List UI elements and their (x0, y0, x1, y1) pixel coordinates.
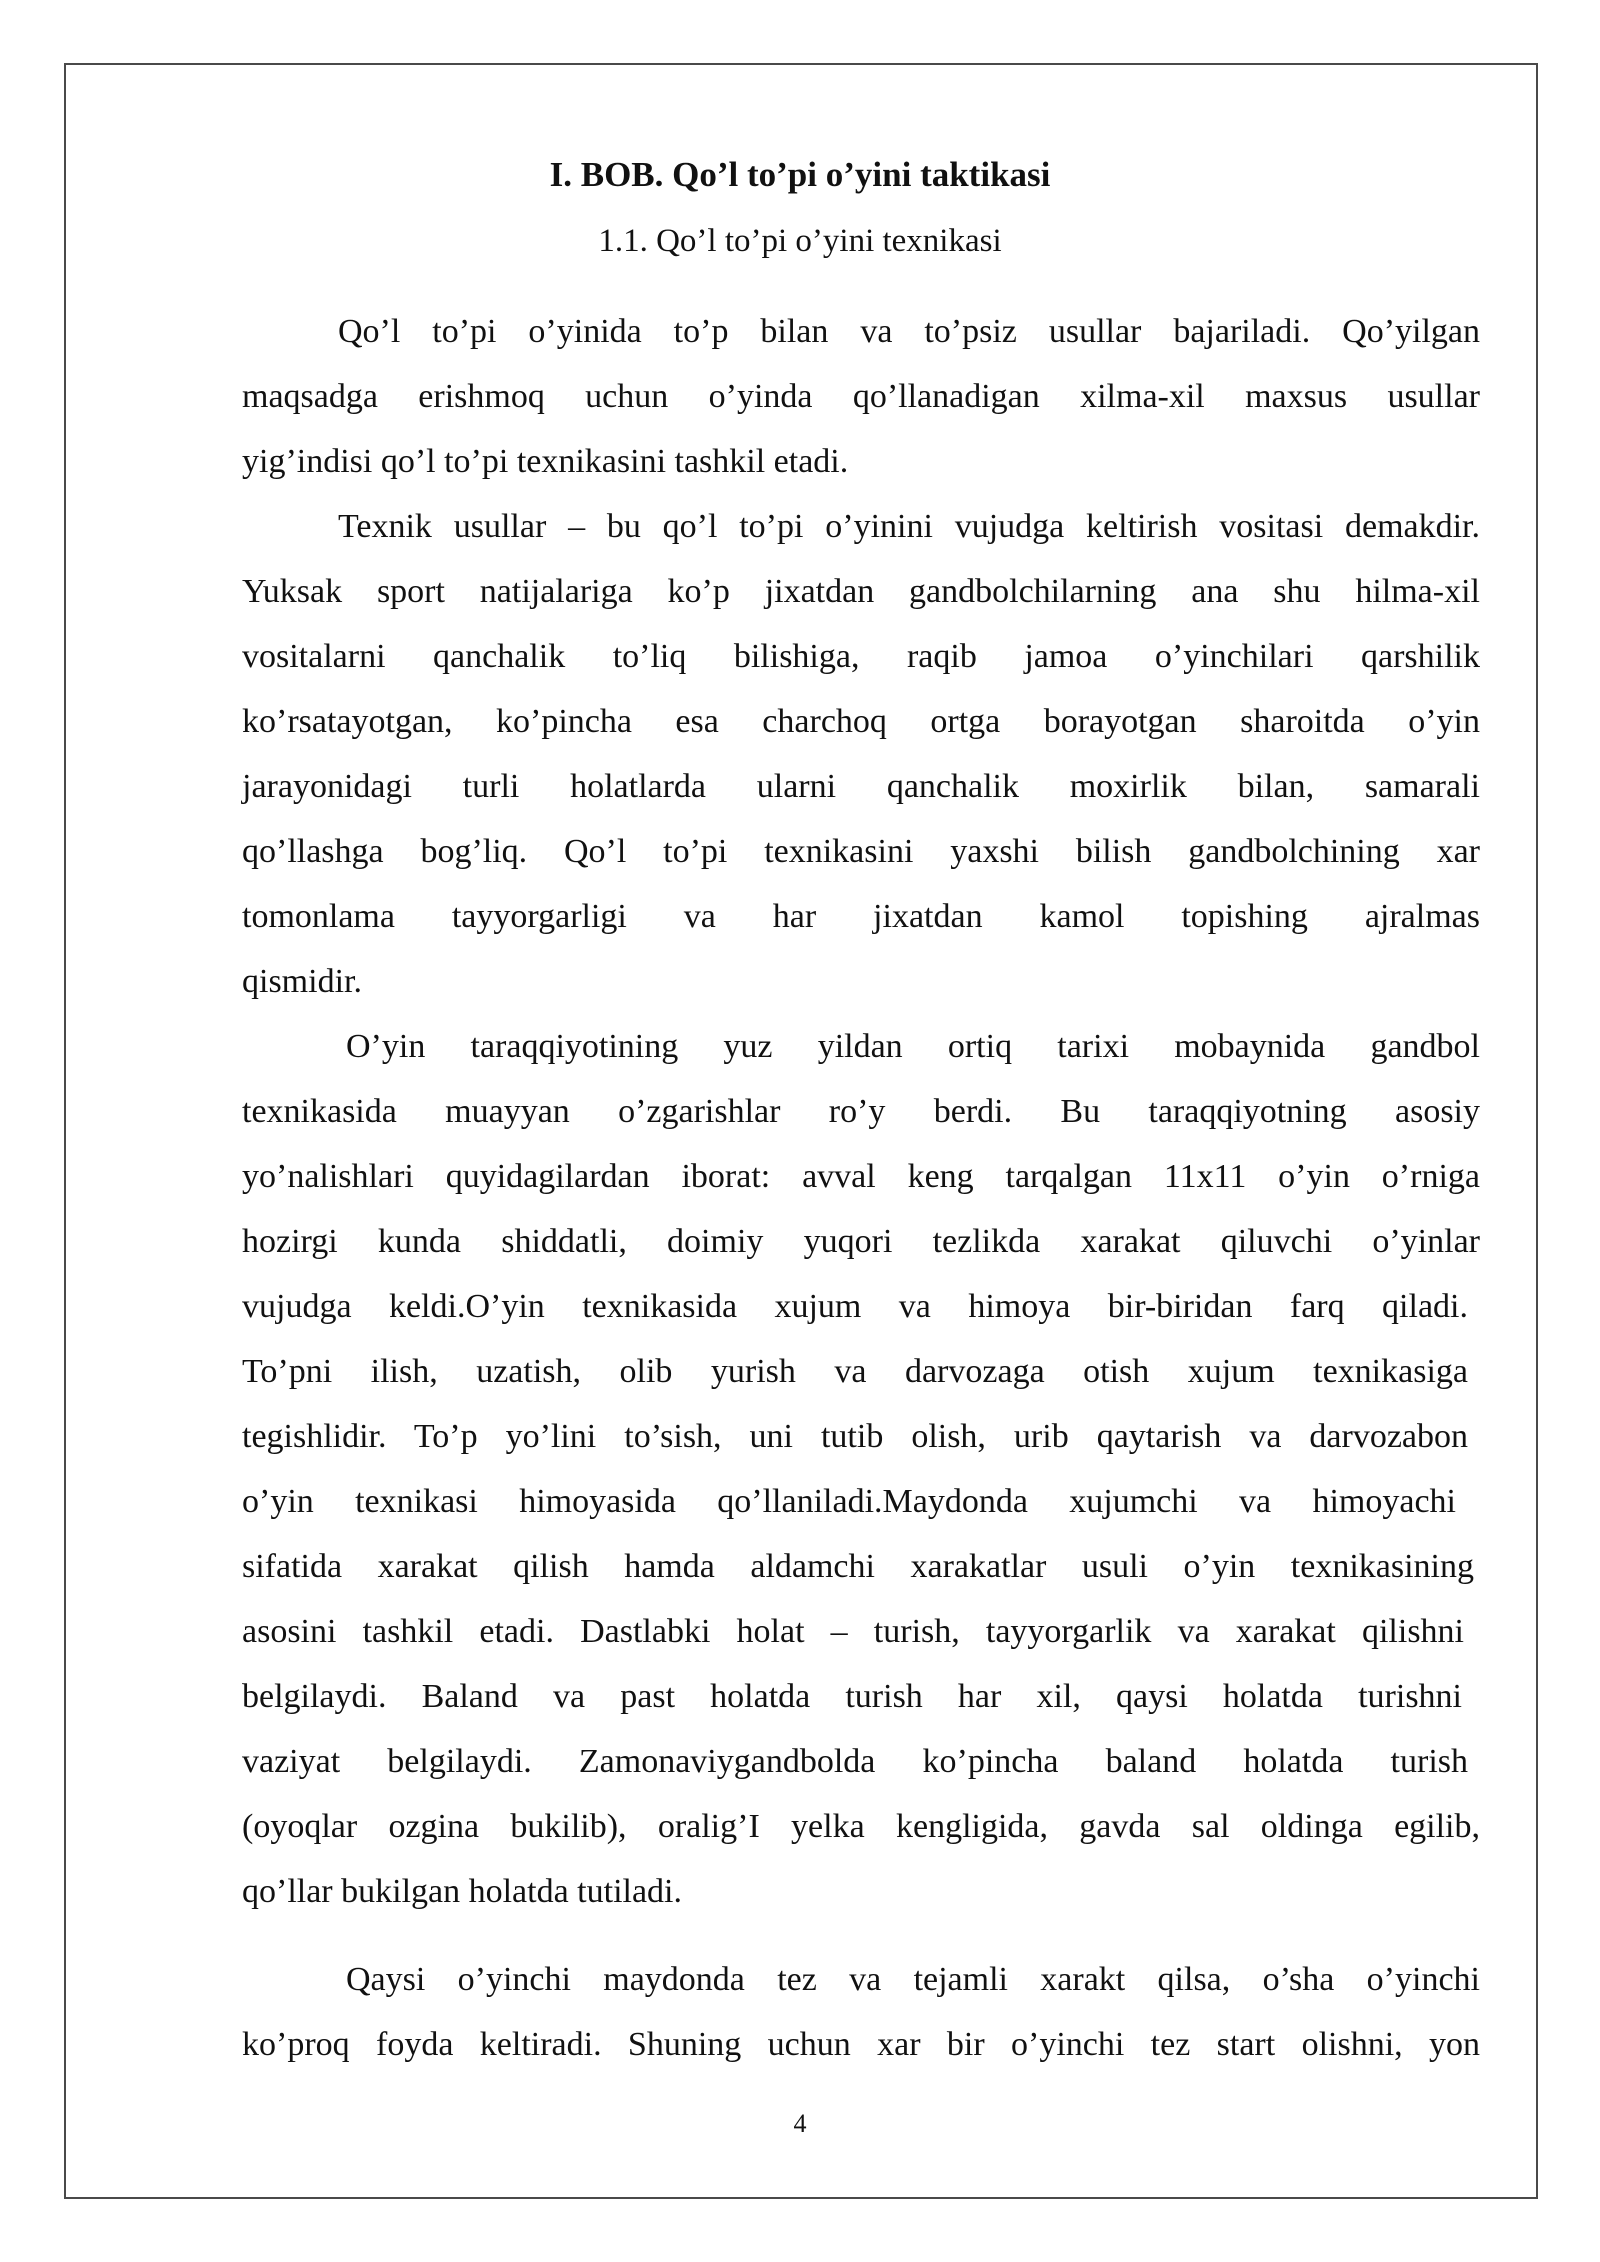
paragraph-line: (oyoqlar ozgina bukilib), oralig’I yelka kengligida, gavda sal oldinga egilib, (242, 1808, 1480, 1845)
paragraph-line: qo’llar bukilgan holatda tutiladi. (242, 1873, 683, 1910)
paragraph-line: hozirgi kunda shiddatli, doimiy yuqori tezlikda xarakat qiluvchi o’yinlar (242, 1223, 1480, 1260)
paragraph-line: Yuksak sport natijalariga ko’p jixatdan gandbolchilarning ana shu hilma-xil (242, 573, 1480, 610)
paragraph-line: yo’nalishlari quyidagilardan iborat: avval keng tarqalgan 11x11 o’yin o’rniga (242, 1158, 1480, 1195)
paragraph-line: yig’indisi qo’l to’pi texnikasini tashkil etadi. (242, 443, 849, 480)
paragraph-line: sifatida xarakat qilish hamda aldamchi xarakatlar usuli o’yin texnikasining (242, 1548, 1474, 1585)
paragraph-line: qismidir. (242, 963, 362, 1000)
paragraph-line: O’yin taraqqiyotining yuz yildan ortiq tarixi mobaynida gandbol (346, 1028, 1480, 1065)
paragraph-line: jarayonidagi turli holatlarda ularni qanchalik moxirlik bilan, samarali (242, 768, 1480, 805)
paragraph-line: o’yin texnikasi himoyasida qo’llaniladi.Maydonda xujumchi va himoyachi (242, 1483, 1456, 1520)
paragraph-line: vositalarni qanchalik to’liq bilishiga, raqib jamoa o’yinchilari qarshilik (242, 638, 1480, 675)
section-subtitle: 1.1. Qo’l to’pi o’yini texnikasi (598, 223, 1002, 259)
paragraph-line: belgilaydi. Baland va past holatda turish har xil, qaysi holatda turishni (242, 1678, 1462, 1715)
paragraph-line: tegishlidir. To’p yo’lini to’sish, uni tutib olish, urib qaytarish va darvozabon (242, 1418, 1468, 1455)
paragraph-line: texnikasida muayyan o’zgarishlar ro’y berdi. Bu taraqqiyotning asosiy (242, 1093, 1480, 1130)
page-number: 4 (793, 2109, 807, 2138)
chapter-title: I. BOB. Qo’l to’pi o’yini taktikasi (549, 155, 1051, 194)
paragraph-line: Qo’l to’pi o’yinida to’p bilan va to’psiz usullar bajariladi. Qo’yilgan (338, 313, 1480, 350)
paragraph-line: ko’proq foyda keltiradi. Shuning uchun xar bir o’yinchi tez start olishni, yon (242, 2026, 1480, 2063)
paragraph-line: To’pni ilish, uzatish, olib yurish va darvozaga otish xujum texnikasiga (242, 1353, 1468, 1390)
paragraph-line: maqsadga erishmoq uchun o’yinda qo’llanadigan xilma-xil maxsus usullar (242, 378, 1480, 415)
paragraph-line: Qaysi o’yinchi maydonda tez va tejamli xarakt qilsa, o’sha o’yinchi (346, 1961, 1480, 1998)
paragraph-line: Texnik usullar – bu qo’l to’pi o’yinini vujudga keltirish vositasi demakdir. (338, 508, 1480, 545)
paragraph-line: qo’llashga bog’liq. Qo’l to’pi texnikasini yaxshi bilish gandbolchining xar (242, 833, 1480, 870)
paragraph-line: asosini tashkil etadi. Dastlabki holat – turish, tayyorgarlik va xarakat qilishni (242, 1613, 1464, 1650)
paragraph-line: tomonlama tayyorgarligi va har jixatdan kamol topishing ajralmas (242, 898, 1480, 935)
paragraph-line: vaziyat belgilaydi. Zamonaviygandbolda ko’pincha baland holatda turish (242, 1743, 1468, 1780)
paragraph-line: vujudga keldi.O’yin texnikasida xujum va himoya bir-biridan farq qiladi. (242, 1288, 1468, 1325)
paragraph-line: ko’rsatayotgan, ko’pincha esa charchoq ortga borayotgan sharoitda o’yin (242, 703, 1480, 740)
